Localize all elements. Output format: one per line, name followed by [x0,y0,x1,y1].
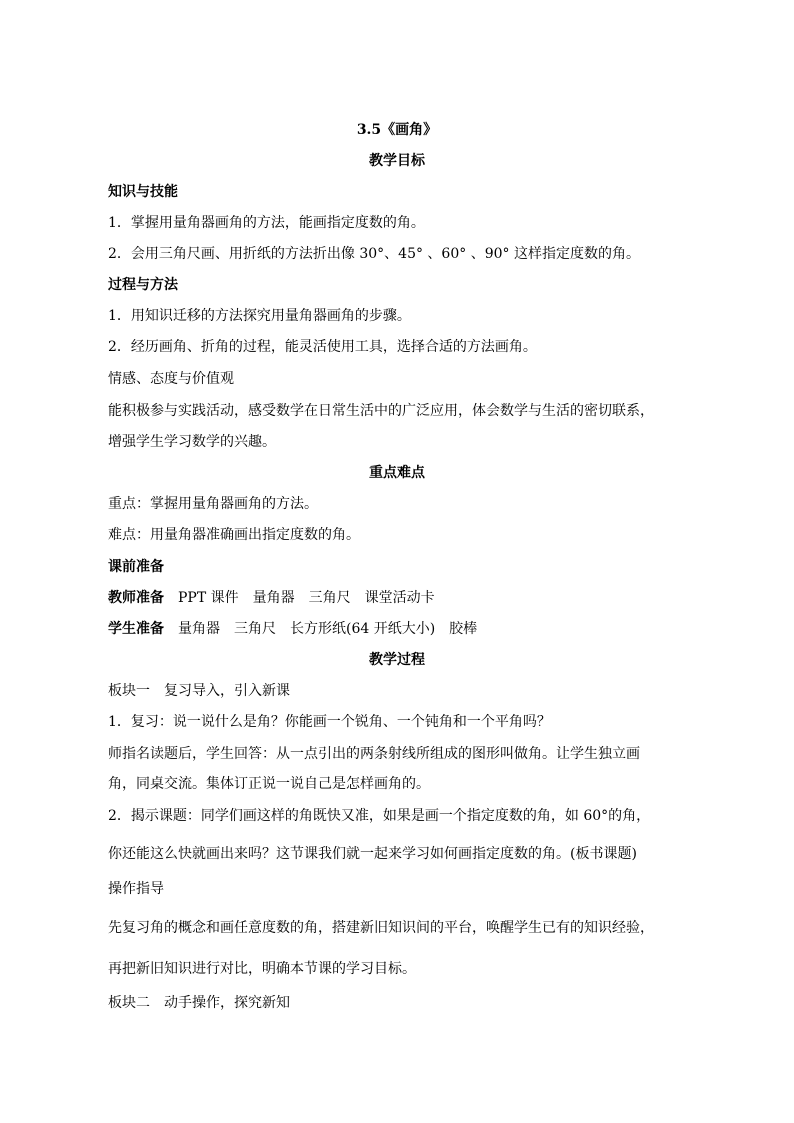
topic-reveal-line-2: 你还能这么快就画出来吗？这节课我们就一起来学习如何画指定度数的角。(板书课题) [108,846,637,862]
block-2-heading: 板块二 动手操作，探究新知 [108,995,290,1011]
difficult-point: 难点：用量角器准确画出指定度数的角。 [108,527,360,543]
block-1-heading: 板块一 复习导入，引入新课 [108,683,290,699]
section-heading-process: 教学过程 [369,652,425,668]
subheading-knowledge: 知识与技能 [108,184,178,200]
student-prep-items: 量角器 三角尺 长方形纸(64 开纸大小) 胶棒 [178,621,478,637]
emotion-text-line-1: 能积极参与实践活动，感受数学在日常生活中的广泛应用，体会数学与生活的密切联系， [108,403,654,419]
knowledge-item-2: 2．会用三角尺画、用折纸的方法折出像 30°、45° 、60° 、90° 这样指定度数的角。 [108,246,640,262]
teacher-prep-items: PPT 课件 量角器 三角尺 课堂活动卡 [178,590,435,606]
process-item-1: 1．用知识迁移的方法探究用量角器画角的步骤。 [108,308,411,324]
subheading-operation-guide: 操作指导 [108,881,164,897]
teacher-prep-label: 教师准备 [108,590,164,606]
knowledge-item-1: 1．掌握用量角器画角的方法，能画指定度数的角。 [108,215,425,231]
subheading-process: 过程与方法 [108,277,178,293]
subheading-emotion: 情感、态度与价值观 [108,371,234,387]
teacher-preparation [108,588,435,608]
section-heading-objectives: 教学目标 [369,153,425,169]
student-preparation [108,619,477,639]
review-answer-line-2: 角，同桌交流。集体订正说一说自己是怎样画角的。 [108,776,430,792]
key-point: 重点：掌握用量角器画角的方法。 [108,496,318,512]
guide-text-line-2: 再把新旧知识进行对比，明确本节课的学习目标。 [108,961,416,977]
guide-text-line-1: 先复习角的概念和画任意度数的角，搭建新旧知识间的平台，唤醒学生已有的知识经验， [108,920,654,936]
emotion-text-line-2: 增强学生学习数学的兴趣。 [108,434,276,450]
student-prep-label: 学生准备 [108,621,164,637]
section-heading-key-points: 重点难点 [369,465,425,481]
subheading-preparation: 课前准备 [108,559,164,575]
review-item-1: 1．复习：说一说什么是角？你能画一个锐角、一个钝角和一个平角吗？ [108,714,551,730]
review-answer-line-1: 师指名读题后，学生回答：从一点引出的两条射线所组成的图形叫做角。让学生独立画 [108,746,640,762]
process-item-2: 2．经历画角、折角的过程，能灵活使用工具，选择合适的方法画角。 [108,339,537,355]
topic-reveal-line-1: 2．揭示课题：同学们画这样的角既快又准，如果是画一个指定度数的角，如 60°的角， [108,808,651,824]
document-title: 3.5《画角》 [356,122,438,138]
